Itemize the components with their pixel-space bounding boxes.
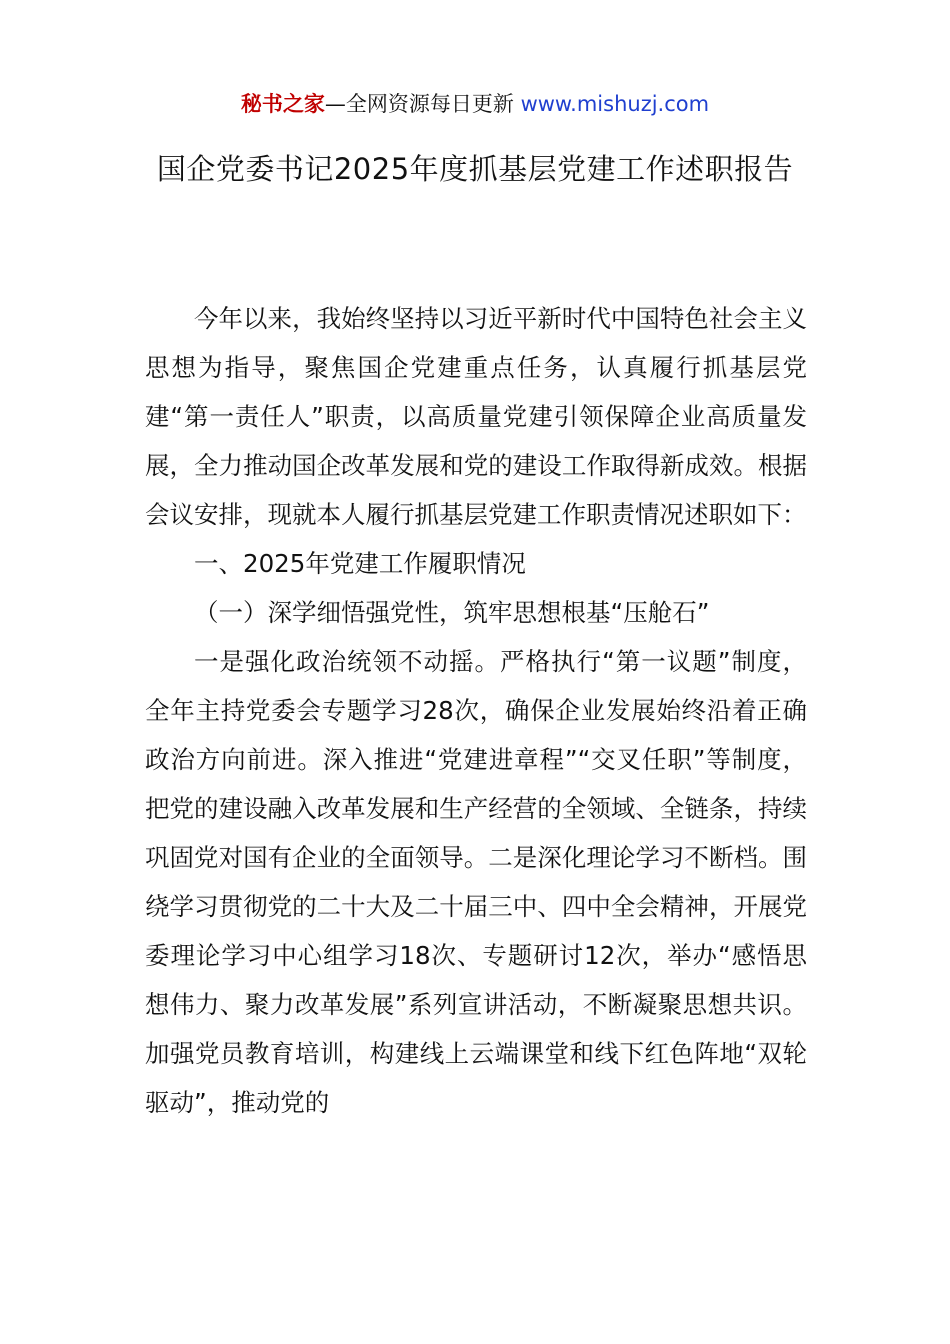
header-tagline: —全网资源每日更新 bbox=[324, 92, 521, 116]
section-heading: 一、2025年党建工作履职情况 bbox=[194, 549, 526, 578]
body-paragraph: 一是强化政治统领不动摇。严格执行“第一议题”制度，全年主持党委会专题学习28次，确保企业发展始终沿着正确政治方向前进。深入推进“党建进章程”“交叉任职”等制度，把党的建设融入改革发展和生产经营的全领域、全链条，持续巩固党对国有企业的全面领导。二是深化理论学习不断档。围绕学习贯彻党的二十大及二十届三中、四中全会精神，开展党委理论学习中心组学习18次、专题研讨12次，举办“感悟思想伟力、聚力改革发展”系列宣讲活动，不断凝聚思想共识。加强党员教育培训，构建线上云端课堂和线下红色阵地“双轮驱动”，推动党的 bbox=[145, 647, 807, 1117]
subsection-heading: （一）深学细悟强党性，筑牢思想根基“压舱石” bbox=[194, 598, 710, 627]
site-header bbox=[0, 88, 950, 120]
brand-name: 秘书之家 bbox=[240, 92, 325, 116]
site-url-link[interactable]: www.mishuzj.com bbox=[520, 92, 710, 116]
document-body bbox=[145, 294, 807, 1127]
document-title: 国企党委书记2025年度抓基层党建工作述职报告 bbox=[156, 152, 794, 186]
intro-paragraph: 今年以来，我始终坚持以习近平新时代中国特色社会主义思想为指导，聚焦国企党建重点任务，认真履行抓基层党建“第一责任人”职责，以高质量党建引领保障企业高质量发展，全力推动国企改革发展和党的建设工作取得新成效。根据会议安排，现就本人履行抓基层党建工作职责情况述职如下： bbox=[145, 304, 807, 529]
